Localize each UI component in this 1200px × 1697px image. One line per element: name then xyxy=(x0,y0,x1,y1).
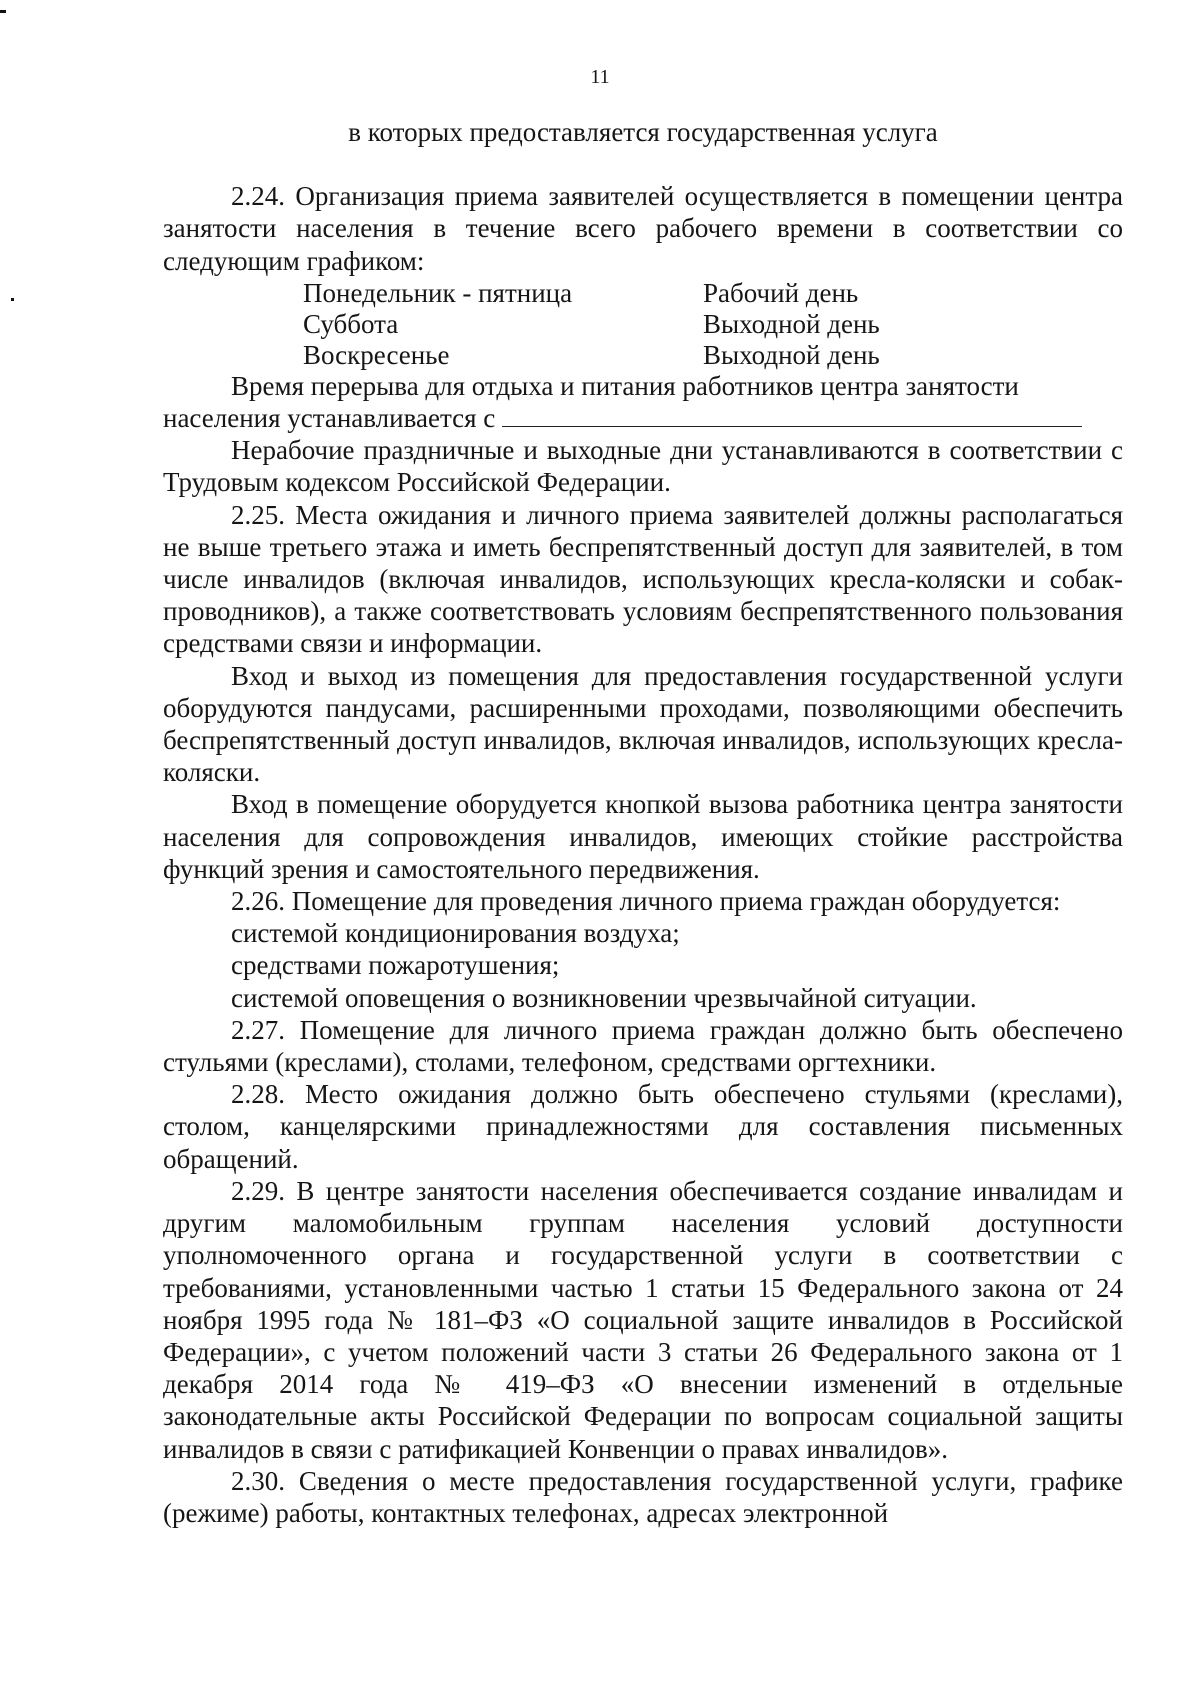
work-schedule xyxy=(303,277,1003,370)
break-time-text: Время перерыва для отдыха и питания работников центра занятости населения устанавливается с xyxy=(163,370,1019,434)
section-heading-tail: в которых предоставляется государственная услуга xyxy=(348,117,938,147)
paragraph-2-26: 2.26. Помещение для проведения личного приема граждан оборудуется: xyxy=(231,886,1061,917)
schedule-status: Выходной день xyxy=(703,339,880,370)
schedule-day: Понедельник - пятница xyxy=(303,277,573,308)
paragraph-2-30: 2.30. Сведения о месте предоставления государственной услуги, графике (режиме) работы, контактных телефонах, адресах электронной xyxy=(163,1465,1123,1528)
schedule-status: Выходной день xyxy=(703,308,880,339)
scan-artifact-dot xyxy=(11,298,14,301)
scan-artifact-mark xyxy=(0,10,6,13)
heading-gap xyxy=(163,148,1123,180)
paragraph-2-27: 2.27. Помещение для личного приема граждан должно быть обеспечено стульями (креслами), столами, телефоном, средствами оргтехники. xyxy=(163,1014,1123,1078)
paragraph-call-button: Вход в помещение оборудуется кнопкой вызова работника центра занятости населения для сопровождения инвалидов, имеющих стойкие расстройства функций зрения и самостоятельного передвижения. xyxy=(163,789,1123,884)
schedule-day: Воскресенье xyxy=(303,339,450,370)
paragraph-holidays: Нерабочие праздничные и выходные дни устанавливаются в соответствии с Трудовым кодексом Российской Федерации. xyxy=(163,435,1123,498)
schedule-row xyxy=(303,339,1003,370)
break-time-blank-line xyxy=(502,402,1082,427)
page-number: 11 xyxy=(590,66,610,88)
paragraph-entrance: Вход и выход из помещения для предоставления государственной услуги оборудуются пандусами, расширенными проходами, позволяющими обеспечить беспрепятственный доступ инвалидов, включая инвалидов, использующих кресла-коляски. xyxy=(163,660,1123,788)
paragraph-2-29: 2.29. В центре занятости населения обеспечивается создание инвалидам и другим маломобильным группам населения условий доступности уполномоченного органа и государственной услуги в соответствии с требованиями, установленными частью 1 статьи 15 Федерального закона от 24 ноября 1995 года № 181–ФЗ «О социальной защите инвалидов в Российской Федерации», с учетом положений части 3 статьи 26 Федерального закона от 1 декабря 2014 года № 419–ФЗ «О внесении изменений в отдельные законодательные акты Российской Федерации по вопросам социальной защиты инвалидов в связи с ратификацией Конвенции о правах инвалидов». xyxy=(163,1175,1123,1464)
paragraph-break-time xyxy=(163,370,1123,434)
schedule-row xyxy=(303,277,1003,308)
equipment-item: средствами пожаротушения; xyxy=(231,950,560,981)
equipment-item: системой кондиционирования воздуха; xyxy=(231,918,680,949)
schedule-row xyxy=(303,308,1003,339)
paragraph-2-24: 2.24. Организация приема заявителей осуществляется в помещении центра занятости населения в течение всего рабочего времени в соответствии со следующим графиком: xyxy=(163,181,1123,276)
schedule-status: Рабочий день xyxy=(703,277,859,308)
equipment-item: системой оповещения о возникновении чрезвычайной ситуации. xyxy=(231,982,977,1013)
schedule-day: Суббота xyxy=(303,308,399,339)
document-body xyxy=(163,116,1123,1529)
paragraph-2-28: 2.28. Место ожидания должно быть обеспечено стульями (креслами), столом, канцелярскими принадлежностями для составления письменных обращений. xyxy=(163,1079,1123,1174)
paragraph-2-25: 2.25. Места ожидания и личного приема заявителей должны располагаться не выше третьего этажа и иметь беспрепятственный доступ для заявителей, в том числе инвалидов (включая инвалидов, использующих кресла-коляски и собак-проводников), а также соответствовать условиям беспрепятственного пользования средствами связи и информации. xyxy=(163,499,1123,659)
